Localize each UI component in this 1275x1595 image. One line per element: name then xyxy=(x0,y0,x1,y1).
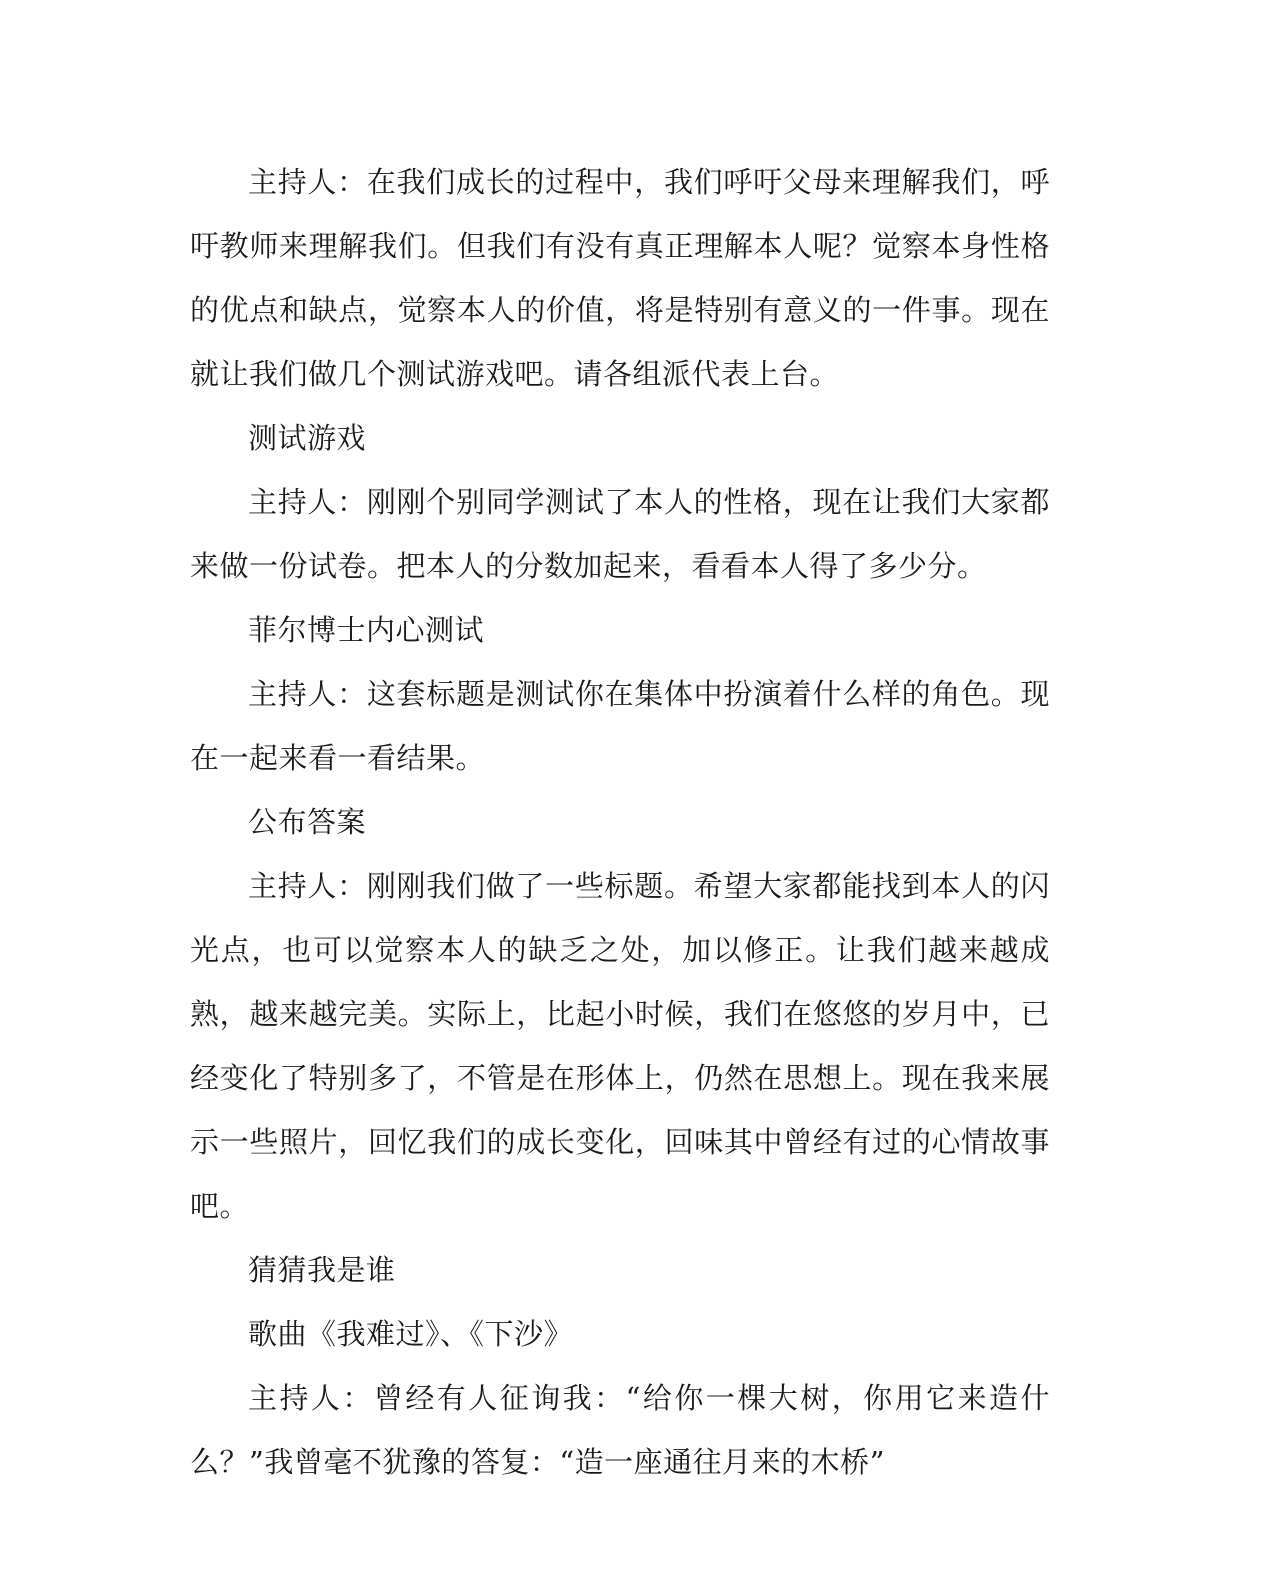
paragraph-test-game: 测试游戏 xyxy=(248,421,367,455)
paragraph-answers: 公布答案 xyxy=(248,805,367,839)
paragraph-guess-who: 猜猜我是谁 xyxy=(248,1253,396,1287)
paragraph-songs: 歌曲《我难过》、《下沙》 xyxy=(248,1317,574,1351)
document-body xyxy=(190,150,1050,1494)
paragraph-phil-test: 菲尔博士内心测试 xyxy=(248,613,485,647)
paragraph-host-tree: 主持人：曾经有人征询我：“给你一棵大树，你用它来造什么？”我曾毫不犹豫的答复：“造一座通往月来的木桥” xyxy=(190,1381,1050,1479)
paragraph-host-role: 主持人：这套标题是测试你在集体中扮演着什么样的角色。现在一起来看一看结果。 xyxy=(190,677,1050,775)
paragraph-host-growth: 主持人：刚刚我们做了一些标题。希望大家都能找到本人的闪光点，也可以觉察本人的缺乏之处，加以修正。让我们越来越成熟，越来越完美。实际上，比起小时候，我们在悠悠的岁月中，已经变化了特别多了，不管是在形体上，仍然在思想上。现在我来展示一些照片，回忆我们的成长变化，回味其中曾经有过的心情故事吧。 xyxy=(190,869,1050,1223)
paragraph-host-intro: 主持人：在我们成长的过程中，我们呼吁父母来理解我们，呼吁教师来理解我们。但我们有没有真正理解本人呢？觉察本身性格的优点和缺点，觉察本人的价值，将是特别有意义的一件事。现在就让我们做几个测试游戏吧。请各组派代表上台。 xyxy=(190,165,1050,391)
paragraph-host-quiz: 主持人：刚刚个别同学测试了本人的性格，现在让我们大家都来做一份试卷。把本人的分数加起来，看看本人得了多少分。 xyxy=(190,485,1050,583)
